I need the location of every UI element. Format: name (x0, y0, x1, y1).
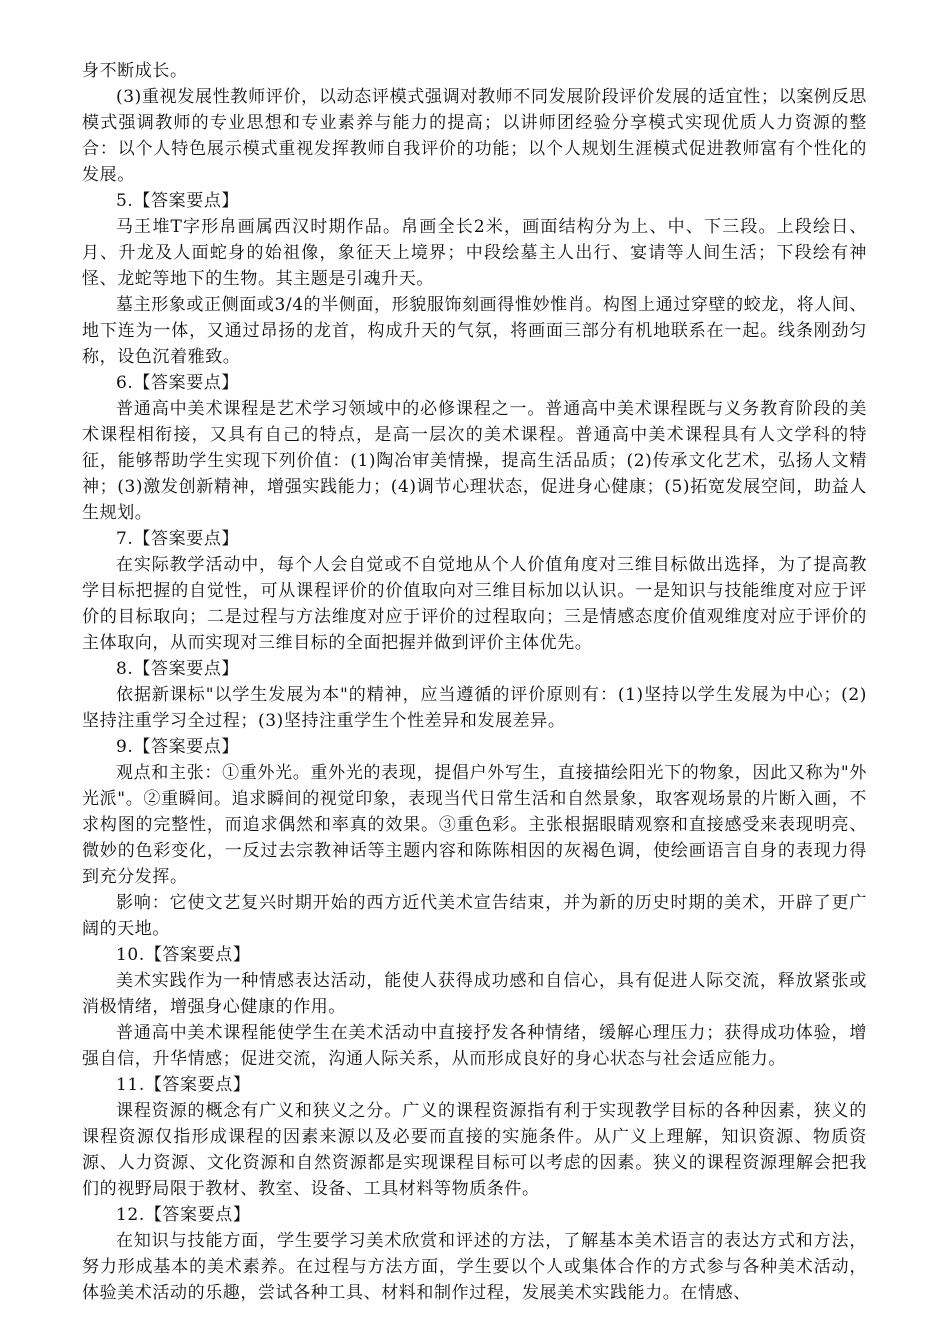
answer-text-body (82, 58, 867, 1306)
answer-heading-9: 9.【答案要点】 (116, 737, 240, 757)
answer-heading-6: 6.【答案要点】 (116, 373, 240, 393)
answer-heading-5: 5.【答案要点】 (116, 191, 240, 211)
paragraph-item-3: (3)重视发展性教师评价，以动态评模式强调对教师不同发展阶段评价发展的适宜性；以案例反思模式强调教师的专业思想和专业素养与能力的提高；以讲师团经验分享模式实现优质人力资源的整合：以个人特色展示模式重视发挥教师自我评价的功能；以个人规划生涯模式促进教师富有个性化的发展。 (82, 87, 867, 185)
paragraph: 美术实践作为一种情感表达活动，能使人获得成功感和自信心，具有促进人际交流，释放紧张或消极情绪，增强身心健康的作用。 (82, 971, 867, 1017)
paragraph: 在实际教学活动中，每个人会自觉或不自觉地从个人价值角度对三维目标做出选择，为了提高教学目标把握的自觉性，可从课程评价的价值取向对三维目标加以认识。一是知识与技能维度对应于评价的目标取向；二是过程与方法维度对应于评价的过程取向；三是情感态度价值观维度对应于评价的主体取向，从而实现对三维目标的全面把握并做到评价主体优先。 (82, 555, 867, 653)
answer-heading-7: 7.【答案要点】 (116, 529, 240, 549)
paragraph-continuation: 身不断成长。 (82, 61, 188, 81)
paragraph: 影响：它使文艺复兴时期开始的西方近代美术宣告结束，并为新的历史时期的美术，开辟了更广阔的天地。 (82, 893, 867, 939)
answer-heading-12: 12.【答案要点】 (116, 1205, 251, 1225)
paragraph: 马王堆T字形帛画属西汉时期作品。帛画全长2米，画面结构分为上、中、下三段。上段绘日、月、升龙及人面蛇身的始祖像，象征天上境界；中段绘墓主人出行、宴请等人间生活；下段绘有神怪、龙蛇等地下的生物。其主题是引魂升天。 (82, 217, 867, 289)
paragraph: 普通高中美术课程是艺术学习领域中的必修课程之一。普通高中美术课程既与义务教育阶段的美术课程相衔接，又具有自己的特点，是高一层次的美术课程。普通高中美术课程具有人文学科的特征，能够帮助学生实现下列价值：(1)陶冶审美情操，提高生活品质；(2)传承文化艺术，弘扬人文精神；(3)激发创新精神，增强实践能力；(4)调节心理状态，促进身心健康；(5)拓宽发展空间，助益人生规划。 (82, 399, 867, 523)
paragraph: 课程资源的概念有广义和狭义之分。广义的课程资源指有利于实现教学目标的各种因素，狭义的课程资源仅指形成课程的因素来源以及必要而直接的实施条件。从广义上理解，知识资源、物质资源、人力资源、文化资源和自然资源都是实现课程目标可以考虑的因素。狭义的课程资源理解会把我们的视野局限于教材、教室、设备、工具材料等物质条件。 (82, 1101, 867, 1199)
answer-heading-8: 8.【答案要点】 (116, 659, 240, 679)
paragraph: 观点和主张：①重外光。重外光的表现，提倡户外写生，直接描绘阳光下的物象，因此又称为"外光派"。②重瞬间。追求瞬间的视觉印象，表现当代日常生活和自然景象，取客观场景的片断入画，不求构图的完整性，而追求偶然和率真的效果。③重色彩。主张根据眼睛观察和直接感受来表现明亮、微妙的色彩变化，一反过去宗教神话等主题内容和陈陈相因的灰褐色调，使绘画语言自身的表现力得到充分发挥。 (82, 763, 867, 887)
answer-heading-11: 11.【答案要点】 (116, 1075, 251, 1095)
paragraph: 在知识与技能方面，学生要学习美术欣赏和评述的方法，了解基本美术语言的表达方式和方法，努力形成基本的美术素养。在过程与方法方面，学生要以个人或集体合作的方式参与各种美术活动，体验美术活动的乐趣，尝试各种工具、材料和制作过程，发展美术实践能力。在情感、 (82, 1231, 867, 1303)
paragraph: 普通高中美术课程能使学生在美术活动中直接抒发各种情绪，缓解心理压力；获得成功体验，增强自信，升华情感；促进交流，沟通人际关系，从而形成良好的身心状态与社会适应能力。 (82, 1023, 867, 1069)
paragraph: 墓主形象或正侧面或3/4的半侧面，形貌服饰刻画得惟妙惟肖。构图上通过穿壁的蛟龙，将人间、地下连为一体，又通过昂扬的龙首，构成升天的气氛，将画面三部分有机地联系在一起。线条刚劲匀称，设色沉着雅致。 (82, 295, 867, 367)
answer-heading-10: 10.【答案要点】 (116, 945, 251, 965)
paragraph: 依据新课标"以学生发展为本"的精神，应当遵循的评价原则有：(1)坚持以学生发展为中心；(2)坚持注重学习全过程；(3)坚持注重学生个性差异和发展差异。 (82, 685, 867, 731)
